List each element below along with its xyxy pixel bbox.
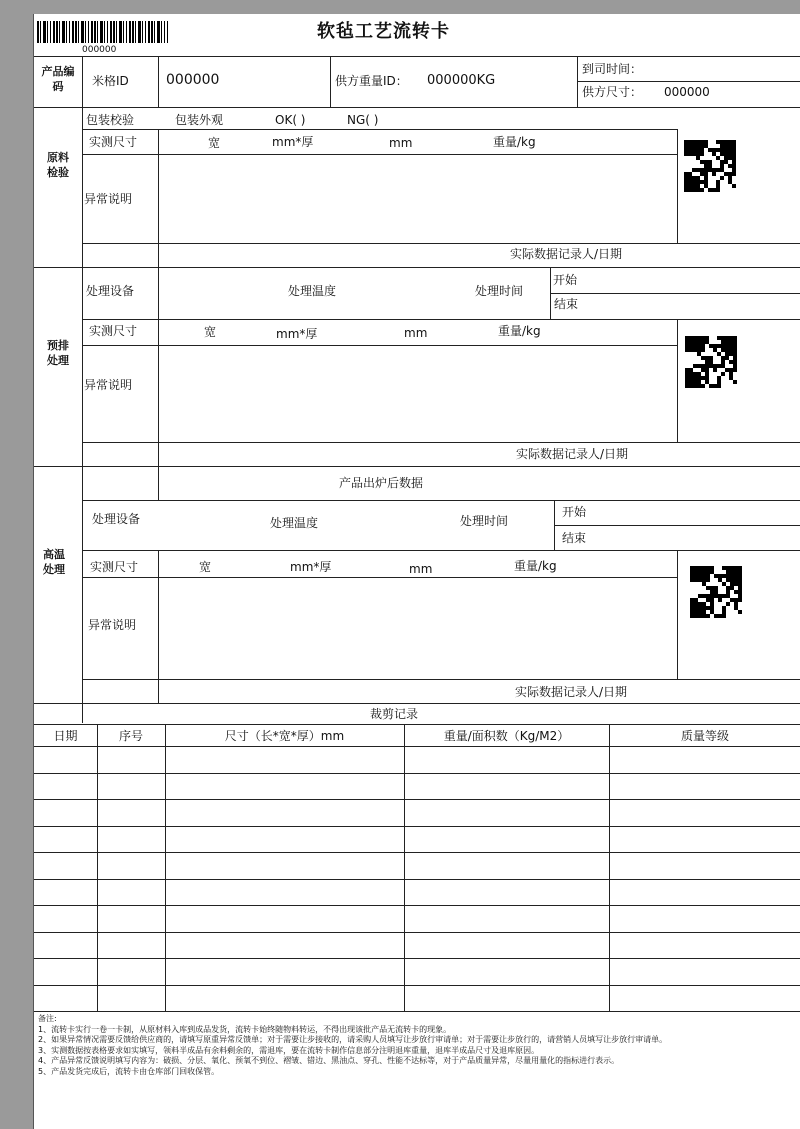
col-header-seq: 序号	[118, 729, 143, 743]
table-row	[34, 879, 800, 880]
table-row	[34, 932, 800, 933]
pack-check-label: 包装校验	[86, 113, 135, 127]
barcode	[37, 21, 168, 43]
table-row	[34, 905, 800, 906]
table-row	[34, 773, 800, 774]
raw-inspection-label: 原料检验	[47, 151, 69, 179]
anomaly-label: 异常说明	[88, 618, 137, 632]
anomaly-label: 异常说明	[84, 192, 133, 206]
process-card	[33, 14, 800, 1129]
col-header-date: 日期	[53, 729, 78, 743]
table-row	[34, 958, 800, 959]
start-label: 开始	[553, 273, 578, 287]
equipment-label: 处理设备	[92, 512, 141, 526]
ok-checkbox[interactable]: OK( )	[275, 113, 306, 127]
pack-appearance-label: 包装外观	[175, 113, 224, 127]
page-title: 软毡工艺流转卡	[317, 21, 450, 42]
recorder-label: 实际数据记录人/日期	[516, 447, 629, 461]
cutting-record-title: 裁剪记录	[369, 707, 418, 721]
qr-code-icon	[684, 140, 736, 192]
qr-code-icon	[690, 566, 742, 618]
col-header-size: 尺寸（长*宽*厚）mm	[224, 729, 345, 743]
supplier-weight-value: 000000KG	[427, 73, 496, 88]
qr-code-icon	[685, 336, 737, 388]
weight-label: 重量/kg	[514, 559, 557, 573]
note-line: 4、产品异常反馈说明填写内容为：破损、分层、氧化、预氧不到位、褶皱、错边、黑油点、穿孔、性能不达标等，对于产品质量异常，尽量用量化的指标进行表示。	[38, 1056, 620, 1065]
weight-label: 重量/kg	[493, 135, 536, 149]
supplier-size-value: 000000	[664, 85, 710, 99]
after-furnace-label: 产品出炉后数据	[339, 476, 424, 490]
time-label: 处理时间	[460, 514, 509, 528]
note-line: 备注:	[38, 1014, 57, 1023]
note-line: 5、产品发货完成后，流转卡由仓库部门回收保管。	[38, 1066, 220, 1076]
note-line: 2、如果异常情况需要反馈给供应商的，请填写原重异常反馈单；对于需要让步接收的，请采购人员填写让步放行审请单；对于需要让步放行的，请营销人员填写让步放行审请单。	[38, 1035, 668, 1044]
col-header-weight-area: 重量/面积数（Kg/M2）	[443, 729, 570, 743]
width-label: 宽	[208, 136, 221, 150]
measured-size-label: 实测尺寸	[90, 560, 139, 574]
meter-id-label: 米格ID	[92, 74, 129, 88]
mm-label: mm	[389, 136, 413, 150]
time-label: 处理时间	[475, 284, 524, 298]
table-row	[34, 852, 800, 853]
ng-checkbox[interactable]: NG( )	[347, 113, 379, 127]
end-label: 结束	[562, 531, 587, 545]
mm-thick-label: mm*厚	[272, 135, 314, 149]
mm-label: mm	[409, 562, 433, 576]
weight-label: 重量/kg	[498, 324, 541, 338]
temperature-label: 处理温度	[270, 516, 319, 530]
recorder-label: 实际数据记录人/日期	[515, 685, 628, 699]
anomaly-label: 异常说明	[84, 378, 133, 392]
table-row	[34, 799, 800, 800]
notes	[38, 1014, 798, 1077]
recorder-label: 实际数据记录人/日期	[510, 247, 623, 261]
mm-label: mm	[404, 326, 428, 340]
col-header-quality: 质量等级	[680, 729, 729, 743]
meter-id-value: 000000	[166, 72, 220, 88]
start-label: 开始	[562, 505, 587, 519]
high-temp-label: 高温处理	[43, 548, 65, 576]
width-label: 宽	[204, 325, 217, 339]
supplier-weight-label: 供方重量ID：	[335, 74, 408, 88]
table-row	[34, 985, 800, 986]
measured-size-label: 实测尺寸	[89, 324, 138, 338]
temperature-label: 处理温度	[288, 284, 337, 298]
width-label: 宽	[199, 560, 212, 574]
equipment-label: 处理设备	[86, 284, 135, 298]
pre-treatment-label: 预排处理	[47, 339, 69, 367]
mm-thick-label: mm*厚	[276, 327, 318, 341]
measured-size-label: 实测尺寸	[89, 135, 138, 149]
note-line: 3、实测数据按表格要求如实填写，领料半成品有余料剩余的，需退库，要在流转卡制作信息部分注明退库重量，退库半成品尺寸及退库原因。	[38, 1045, 540, 1055]
note-line: 1、流转卡实行一卷一卡制，从原材料入库到成品发货，流转卡始终随物料转运，不得出现该批产品无流转卡的现象。	[38, 1024, 452, 1034]
supplier-size-label: 供方尺寸：	[582, 85, 643, 99]
end-label: 结束	[554, 297, 579, 311]
product-code-label: 产品编码	[41, 65, 75, 93]
table-row	[34, 826, 800, 827]
barcode-number: 000000	[82, 45, 117, 55]
arrival-time-label: 到司时间：	[582, 62, 643, 76]
mm-thick-label: mm*厚	[290, 560, 332, 574]
